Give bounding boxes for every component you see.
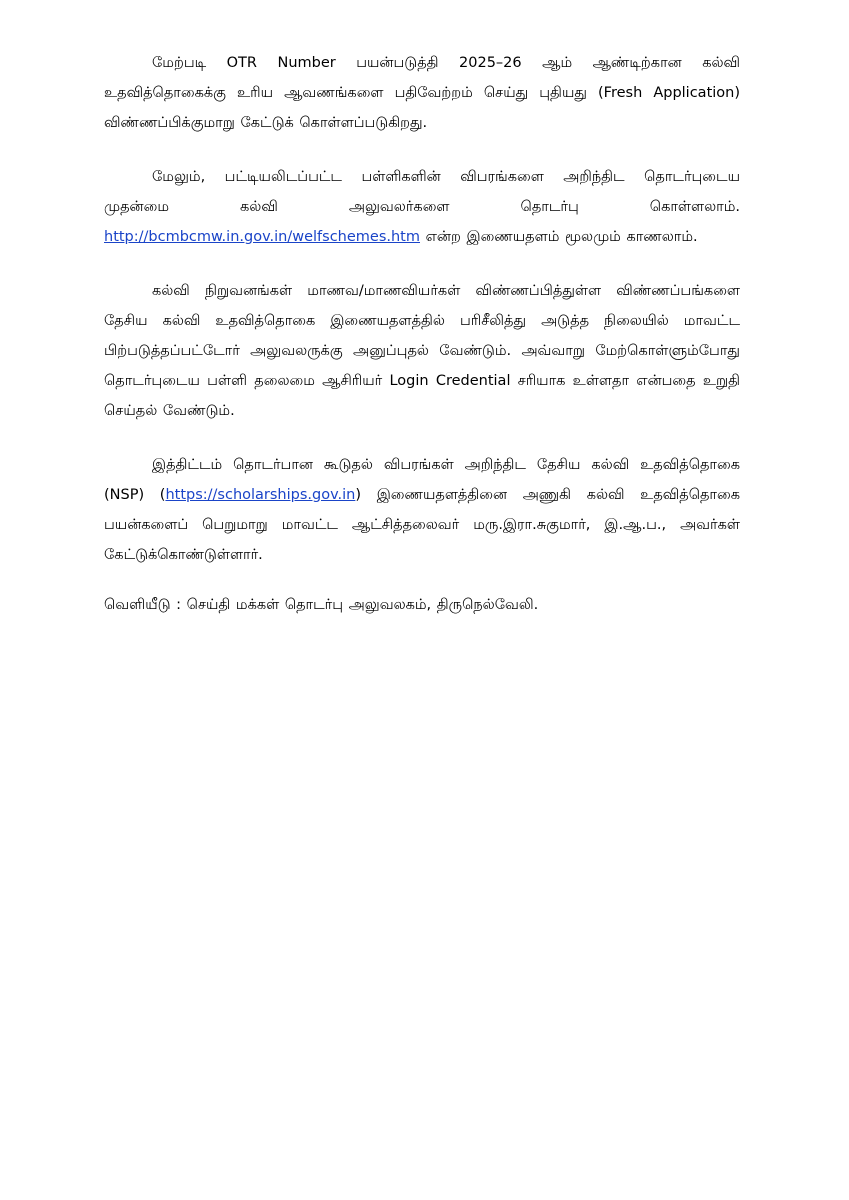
paragraph-school-details-suffix: என்ற இணையதளம் மூலமும் காணலாம். <box>420 229 698 245</box>
paragraph-institution-verification-text: கல்வி நிறுவனங்கள் மாணவ/மாணவியர்கள் விண்ணப்பித்துள்ள விண்ணப்பங்களை தேசிய கல்வி உதவித்தொகை இணையதளத்தில் பரிசீலித்து அடுத்த நிலையில் மாவட்ட பிற்படுத்தப்பட்டோர் அலுவலருக்கு அனுப்புதல் வேண்டும். அவ்வாறு மேற்கொள்ளும்போது தொடர்புடைய பள்ளி தலைமை ஆசிரியர் Login Credential சரியாக உள்ளதா என்பதை உறுதி செய்தல் வேண்டும். <box>104 283 740 419</box>
paragraph-school-details <box>104 162 740 252</box>
press-release-document <box>104 48 740 644</box>
paragraph-institution-verification <box>104 276 740 426</box>
paragraph-otr-application <box>104 48 740 138</box>
paragraph-school-details-text: மேலும், பட்டியலிடப்பட்ட பள்ளிகளின் விபரங்களை அறிந்திட தொடர்புடைய முதன்மை கல்வி அலுவலர்களை தொடர்பு கொள்ளலாம். <box>104 169 740 215</box>
release-footer-text: வெளியீடு : செய்தி மக்கள் தொடர்பு அலுவலகம், திருநெல்வேலி. <box>104 597 539 613</box>
welfare-schemes-link[interactable]: http://bcmbcmw.in.gov.in/welfschemes.htm <box>104 229 420 245</box>
release-footer <box>104 590 740 620</box>
paragraph-otr-application-text: மேற்படி OTR Number பயன்படுத்தி 2025–26 ஆம் ஆண்டிற்கான கல்வி உதவித்தொகைக்கு உரிய ஆவணங்களை பதிவேற்றம் செய்து புதியது (Fresh Application) விண்ணப்பிக்குமாறு கேட்டுக் கொள்ளப்படுகிறது. <box>104 55 740 131</box>
paragraph-nsp-info-suffix: ) இணையதளத்தினை அணுகி கல்வி உதவித்தொகை பயன்களைப் பெறுமாறு மாவட்ட ஆட்சித்தலைவர் மரு.இரா.சுகுமார், இ.ஆ.ப., அவர்கள் கேட்டுக்கொண்டுள்ளார். <box>104 487 741 563</box>
paragraph-nsp-info <box>104 450 740 570</box>
scholarships-portal-link[interactable]: https://scholarships.gov.in <box>165 487 356 503</box>
paragraph-nsp-info-text: இத்திட்டம் தொடர்பான கூடுதல் விபரங்கள் அறிந்திட தேசிய கல்வி உதவித்தொகை (NSP) ( <box>104 457 740 503</box>
